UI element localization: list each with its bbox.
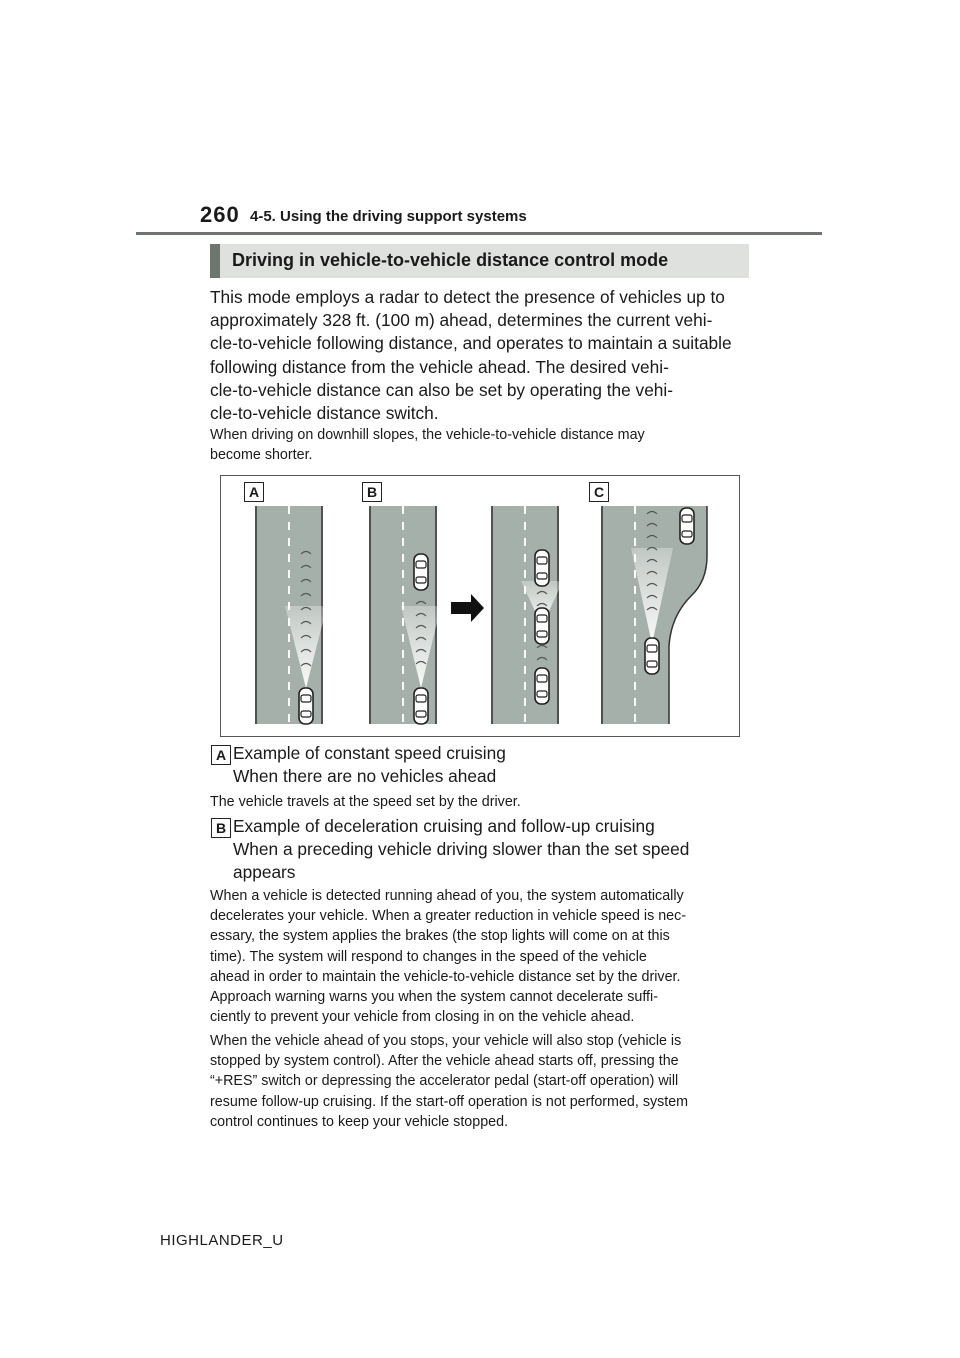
item-b-p2-line: stopped by system control). After the vehicle ahead starts off, pressing the (210, 1053, 679, 1070)
own-vehicle-a (299, 688, 313, 724)
section-heading: Driving in vehicle-to-vehicle distance control mode (232, 250, 669, 270)
item-b-title-line: appears (233, 862, 296, 883)
item-b-p2-line: When the vehicle ahead of you stops, your vehicle will also stop (vehicle is (210, 1033, 682, 1049)
item-b-p1-line: ciently to prevent your vehicle from closing in on the vehicle ahead. (210, 1009, 635, 1026)
item-a-description: The vehicle travels at the speed set by the driver. (210, 794, 521, 810)
intro-line: This mode employs a radar to detect the presence of vehicles up to (210, 287, 725, 307)
footer-model-code: HIGHLANDER_U (160, 1232, 284, 1249)
chapter-title: 4-5. Using the driving support systems (250, 208, 527, 225)
item-tag-a: A (211, 745, 231, 765)
item-b-p1-line: When a vehicle is detected running ahead of you, the system automatically (210, 888, 684, 904)
item-b-p2-line: control continues to keep your vehicle stopped. (210, 1113, 509, 1130)
road-diagram (221, 476, 741, 738)
item-b-p1-line: essary, the system applies the brakes (the stop lights will come on at this (210, 928, 670, 945)
intro-line: cle-to-vehicle following distance, and operates to maintain a suitable (210, 333, 732, 354)
item-b-title-line: Example of deceleration cruising and follow-up cruising (233, 816, 655, 836)
item-b-paragraph-2 (210, 1031, 755, 1132)
header-rule (136, 232, 822, 235)
item-b-title-line: When a preceding vehicle driving slower than the set speed (233, 839, 690, 860)
transition-arrow-icon (451, 594, 484, 622)
preceding-vehicle-b2 (535, 550, 549, 586)
intro-paragraph (210, 286, 755, 425)
intro-line: approximately 328 ft. (100 m) ahead, determines the current vehi- (210, 310, 713, 331)
figure-label-c: C (589, 482, 609, 502)
own-vehicle-b1 (414, 688, 428, 724)
item-b-title (233, 815, 753, 885)
item-a-title-line: Example of constant speed cruising (233, 743, 506, 763)
cruise-illustration (220, 475, 740, 737)
item-b-p2-line: “+RES” switch or depressing the accelerator pedal (start-off operation) will (210, 1073, 679, 1090)
intro-line: following distance from the vehicle ahead. The desired vehi- (210, 356, 669, 377)
own-vehicle-c (645, 638, 659, 674)
note-paragraph (210, 425, 755, 465)
item-a-title-line: When there are no vehicles ahead (233, 766, 497, 787)
section-heading-bar (210, 244, 749, 278)
figure-label-b: B (362, 482, 382, 502)
item-b-p1-line: Approach warning warns you when the system cannot decelerate suffi- (210, 989, 658, 1006)
intro-line: cle-to-vehicle distance switch. (210, 403, 439, 424)
page-number: 260 (200, 202, 240, 227)
item-b-p1-line: time). The system will respond to changes in the speed of the vehicle (210, 948, 647, 965)
merging-vehicle-c (680, 508, 694, 544)
figure-label-a: A (244, 482, 264, 502)
item-tag-b: B (211, 818, 231, 838)
item-a-title (233, 742, 753, 788)
middle-vehicle-b2 (535, 608, 549, 644)
preceding-vehicle-b1 (414, 554, 428, 590)
item-b-p2-line: resume follow-up cruising. If the start-off operation is not performed, system (210, 1093, 689, 1110)
intro-line: cle-to-vehicle distance can also be set by operating the vehi- (210, 379, 674, 400)
item-b-p1-line: decelerates your vehicle. When a greater reduction in vehicle speed is nec- (210, 908, 687, 925)
note-line: become shorter. (210, 447, 313, 463)
own-vehicle-b2 (535, 668, 549, 704)
note-line: When driving on downhill slopes, the vehicle-to-vehicle distance may (210, 427, 645, 443)
item-b-paragraph-1 (210, 886, 755, 1027)
item-b-p1-line: ahead in order to maintain the vehicle-to-vehicle distance set by the driver. (210, 968, 681, 985)
